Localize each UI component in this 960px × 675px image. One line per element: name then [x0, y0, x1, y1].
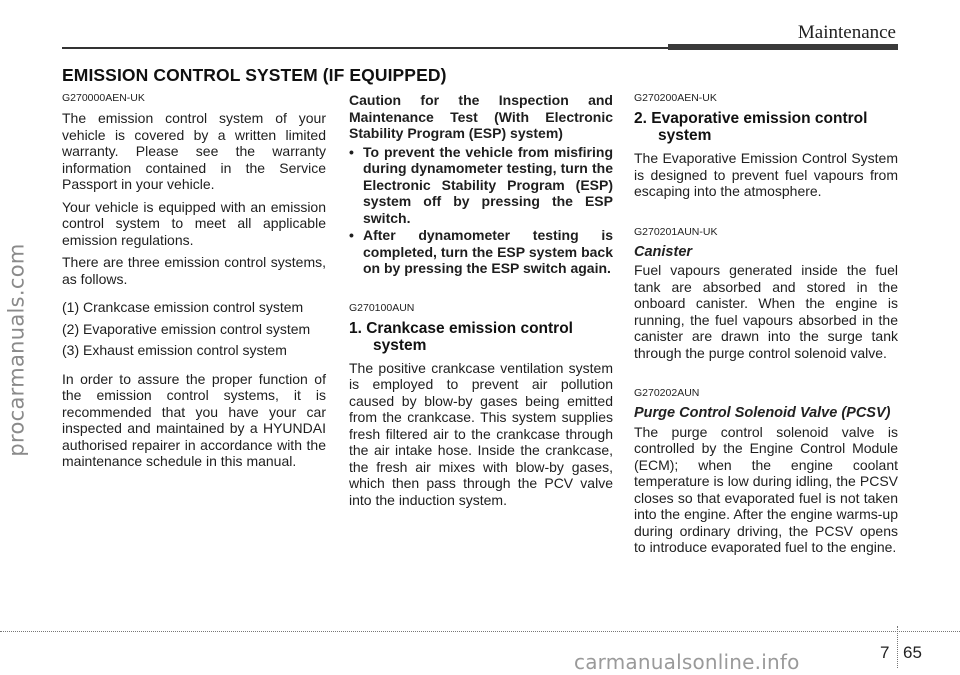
paragraph-canister: Fuel vapours generated inside the fuel tank are absorbed and stored in the onboard canister. When the engine is running, the fuel vapours absorbed in the canister are drawn into the surge tank through the purge control solenoid valve. [634, 262, 898, 361]
chapter-number: 7 [880, 643, 890, 662]
bottom-watermark: carmanualsonline.info [574, 650, 800, 674]
column-2 [349, 92, 613, 514]
bullet-text: To prevent the vehicle from misfiring during dynamometer testing, turn the Electronic Stability Program (ESP) system off by pressing the ESP switch. [363, 143, 613, 226]
subhead-evaporative: 2. Evaporative emission control system [634, 110, 868, 144]
section-code: G270100AUN [349, 301, 415, 314]
bullet-dot: • [349, 143, 354, 160]
paragraph-maintenance: In order to assure the proper function of the emission control systems, it is recommended that you have your car inspected and maintained by a HYUNDAI authorised repairer in accordance with the maintenance schedule in this manual. [62, 370, 326, 469]
footer-dotted-rule [0, 631, 960, 632]
column-3 [634, 92, 898, 562]
header-title: Maintenance [797, 22, 896, 43]
section-code: G270202AUN [634, 387, 700, 399]
side-watermark [2, 230, 32, 470]
list-item: (3) Exhaust emission control system [62, 342, 287, 358]
section-code: G270000AEN-UK [62, 92, 145, 104]
list-item: (1) Crankcase emission control system [62, 299, 304, 315]
side-watermark-text: procarmanuals.com [5, 243, 29, 457]
section-code: G270201AUN-UK [634, 225, 718, 238]
footer-dotted-divider [897, 626, 898, 668]
header-bar [668, 44, 898, 50]
column-1 [62, 92, 326, 476]
page-number: 65 [903, 643, 922, 662]
header-rule [62, 47, 668, 49]
systems-list [62, 299, 326, 359]
caution-bullet [349, 227, 613, 277]
paragraph-warranty: The emission control system of your vehicle is covered by a written limited warranty. Please see the warranty information contained in the Service Passport in your vehicle. [62, 110, 326, 192]
paragraph-evaporative: The Evaporative Emission Control System is designed to prevent fuel vapours from escaping into the atmosphere. [634, 150, 898, 199]
bullet-text: After dynamometer testing is completed, turn the ESP system back on by pressing the ESP switch again. [363, 227, 613, 276]
caution-bullet [349, 144, 613, 227]
list-item: (2) Evaporative emission control system [62, 320, 311, 337]
paragraph-crankcase: The positive crankcase ventilation system is employed to prevent air pollution caused by blow-by gases being emitted from the crankcase. This system supplies fresh filtered air to the crankcase through the air intake hose. Inside the crankcase, the fresh air mixes with blow-by gases, which then pass through the PCV valve into the induction system. [349, 359, 613, 508]
heading-canister: Canister [634, 243, 693, 260]
caution-title: Caution for the Inspection and Maintenance Test (With Electronic Stability Program (ESP) system) [349, 92, 613, 141]
section-code: G270200AEN-UK [634, 92, 717, 104]
paragraph-pcsv: The purge control solenoid valve is controlled by the Engine Control Module (ECM); when the engine coolant temperature is low during idling, the PCSV closes so that evaporated fuel is not taken into the engine. After the engine warms-up during ordinary driving, the PCSV opens to introduce evaporated fuel to the engine. [634, 423, 898, 555]
paragraph-equipped: Your vehicle is equipped with an emission control system to meet all applicable emission regulations. [62, 198, 326, 248]
bullet-dot: • [349, 227, 354, 243]
section-title: EMISSION CONTROL SYSTEM (IF EQUIPPED) [62, 65, 447, 85]
heading-pcsv: Purge Control Solenoid Valve (PCSV) [634, 405, 891, 421]
subhead-crankcase: 1. Crankcase emission control system [349, 319, 573, 354]
paragraph-three-systems: There are three emission control systems, as follows. [62, 254, 326, 287]
